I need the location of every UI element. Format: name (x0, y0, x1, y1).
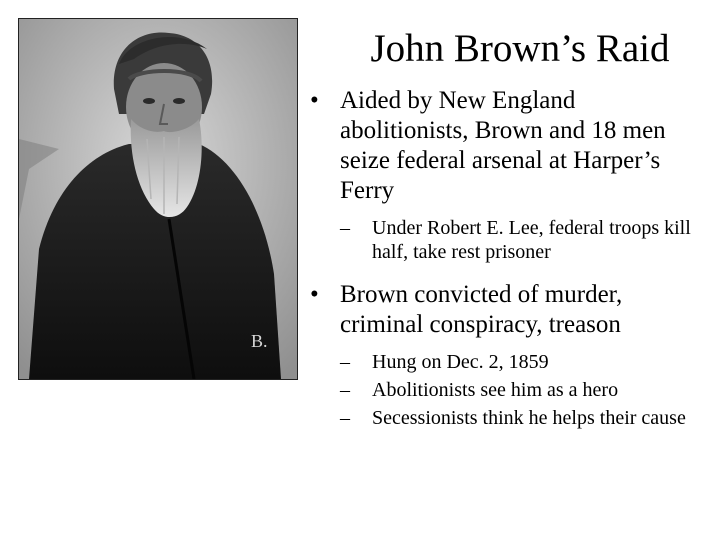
dash-marker: – (340, 407, 350, 429)
initials-mark: B. (251, 331, 268, 351)
bullet-point-2 (310, 280, 705, 340)
dash-marker: – (340, 217, 350, 239)
sub-bullet-2-1 (340, 350, 705, 374)
sub-bullet-2-3 (340, 406, 705, 430)
bullet-point-1 (310, 86, 705, 206)
sub-bullet-text: Under Robert E. Lee, federal troops kill half, take rest prisoner (372, 217, 691, 263)
dash-marker: – (340, 351, 350, 373)
sub-bullet-1-1 (340, 216, 705, 264)
bullet-marker: • (310, 87, 319, 114)
portrait-photo (18, 18, 298, 380)
sub-bullet-2-2 (340, 378, 705, 402)
slide-title: John Brown’s Raid (370, 27, 670, 70)
bullet-marker: • (310, 281, 319, 308)
sub-bullet-text: Abolitionists see him as a hero (372, 379, 619, 401)
bullet-text: Brown convicted of murder, criminal conspiracy, treason (340, 281, 623, 338)
sub-bullet-text: Secessionists think he helps their cause (372, 407, 686, 429)
bullet-text: Aided by New England abolitionists, Brown and 18 men seize federal arsenal at Harper’s Ferry (340, 87, 666, 204)
sub-bullet-text: Hung on Dec. 2, 1859 (372, 351, 549, 373)
slide-body (310, 86, 705, 434)
dash-marker: – (340, 379, 350, 401)
